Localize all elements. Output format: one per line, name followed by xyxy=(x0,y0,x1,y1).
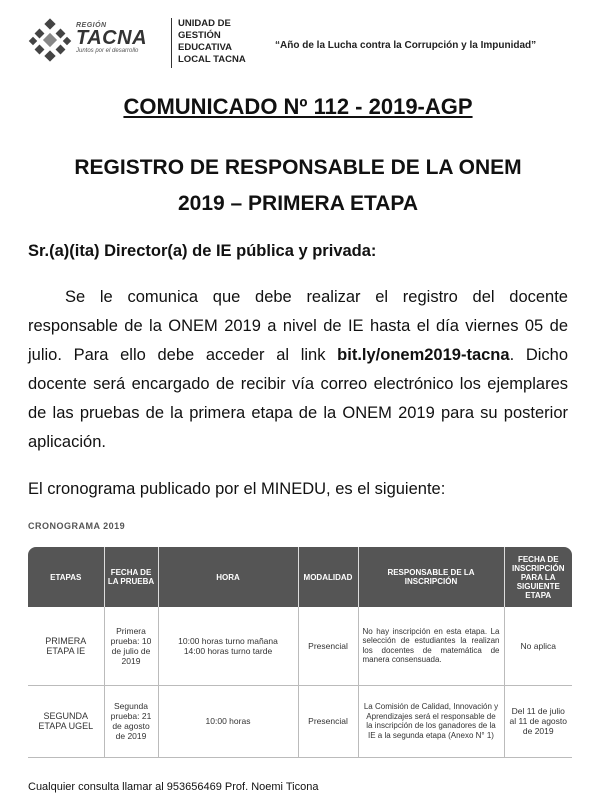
hora-line: 14:00 horas turno tarde xyxy=(183,645,273,656)
hora-line: 10:00 horas xyxy=(205,716,251,726)
body-text-part-1: Se le comunica que debe realizar el registro del docente responsable de la ONEM 2019 a nivel de IE hasta el día viernes 05 de julio. Para ello debe acceder al link xyxy=(28,288,568,364)
hora-line: 10:00 horas turno mañana xyxy=(178,635,278,646)
cell-modalidad: Presencial xyxy=(298,607,358,685)
salutation: Sr.(a)(ita) Director(a) de IE pública y privada: xyxy=(28,242,377,260)
cell-fecha: Segunda prueba: 21 de agosto de 2019 xyxy=(104,685,158,757)
cell-hora xyxy=(158,685,298,757)
ugel-line: LOCAL TACNA xyxy=(178,54,246,65)
schedule-label: CRONOGRAMA 2019 xyxy=(28,521,126,531)
document-subtitle xyxy=(0,150,596,222)
letterhead xyxy=(28,14,568,72)
logo-slogan: Juntos por el desarrollo xyxy=(76,48,139,54)
subtitle-line-1: REGISTRO DE RESPONSABLE DE LA ONEM xyxy=(74,156,522,179)
tacna-logo-icon xyxy=(28,18,72,62)
table-row xyxy=(28,607,572,685)
header-hora: HORA xyxy=(158,547,298,607)
cell-hora xyxy=(158,607,298,685)
body-text-part-2: . Dicho docente será encargado de recibir vía correo electrónico los ejemplares de las pruebas de la primera etapa de la ONEM 2019 para su posterior aplicación. xyxy=(28,346,568,451)
logo-text xyxy=(76,22,166,54)
page-title: COMUNICADO Nº 112 - 2019-AGP xyxy=(123,94,473,119)
cell-etapa: PRIMERA ETAPA IE xyxy=(28,607,104,685)
body-paragraph xyxy=(28,283,568,457)
registration-link[interactable]: bit.ly/onem2019-tacna xyxy=(337,346,510,364)
cell-fecha: Primera prueba: 10 de julio de 2019 xyxy=(104,607,158,685)
cell-etapa: SEGUNDA ETAPA UGEL xyxy=(28,685,104,757)
ugel-line: GESTIÓN xyxy=(178,30,221,41)
header-modalidad: MODALIDAD xyxy=(298,547,358,607)
ugel-name xyxy=(178,18,246,66)
logo-region: REGIÓN xyxy=(76,22,107,29)
header-divider xyxy=(171,18,172,68)
schedule-table xyxy=(28,547,572,758)
cell-modalidad: Presencial xyxy=(298,685,358,757)
header-responsable: RESPONSABLE DE LA INSCRIPCIÓN xyxy=(358,547,504,607)
schedule-intro: El cronograma publicado por el MINEDU, es el siguiente: xyxy=(28,480,446,498)
contact-footer: Cualquier consulta llamar al 953656469 Prof. Noemi Ticona xyxy=(28,781,319,793)
header-fecha-prueba: FECHA DE LA PRUEBA xyxy=(104,547,158,607)
year-motto: “Año de la Lucha contra la Corrupción y la Impunidad” xyxy=(275,40,537,51)
cell-responsable: La Comisión de Calidad, Innovación y Aprendizajes será el responsable de la inscripción de los ganadores de la IE a la segunda etapa (Anexo N° 1) xyxy=(358,685,504,757)
logo-name: TACNA xyxy=(76,27,148,49)
cell-fecha-inscripcion: No aplica xyxy=(504,607,572,685)
ugel-line: EDUCATIVA xyxy=(178,42,233,53)
table-header-row xyxy=(28,547,572,607)
cell-fecha-inscripcion: Del 11 de julio al 11 de agosto de 2019 xyxy=(504,685,572,757)
header-etapas: ETAPAS xyxy=(28,547,104,607)
subtitle-line-2: 2019 – PRIMERA ETAPA xyxy=(177,192,418,215)
ugel-line: UNIDAD DE xyxy=(178,18,231,29)
table-row xyxy=(28,685,572,757)
cell-responsable: No hay inscripción en esta etapa. La selección de estudiantes la realizan los docentes de matemática de manera consensuada. xyxy=(358,607,504,685)
header-fecha-inscripcion: FECHA DE INSCRIPCIÓN PARA LA SIGUIENTE ETAPA xyxy=(504,547,572,607)
